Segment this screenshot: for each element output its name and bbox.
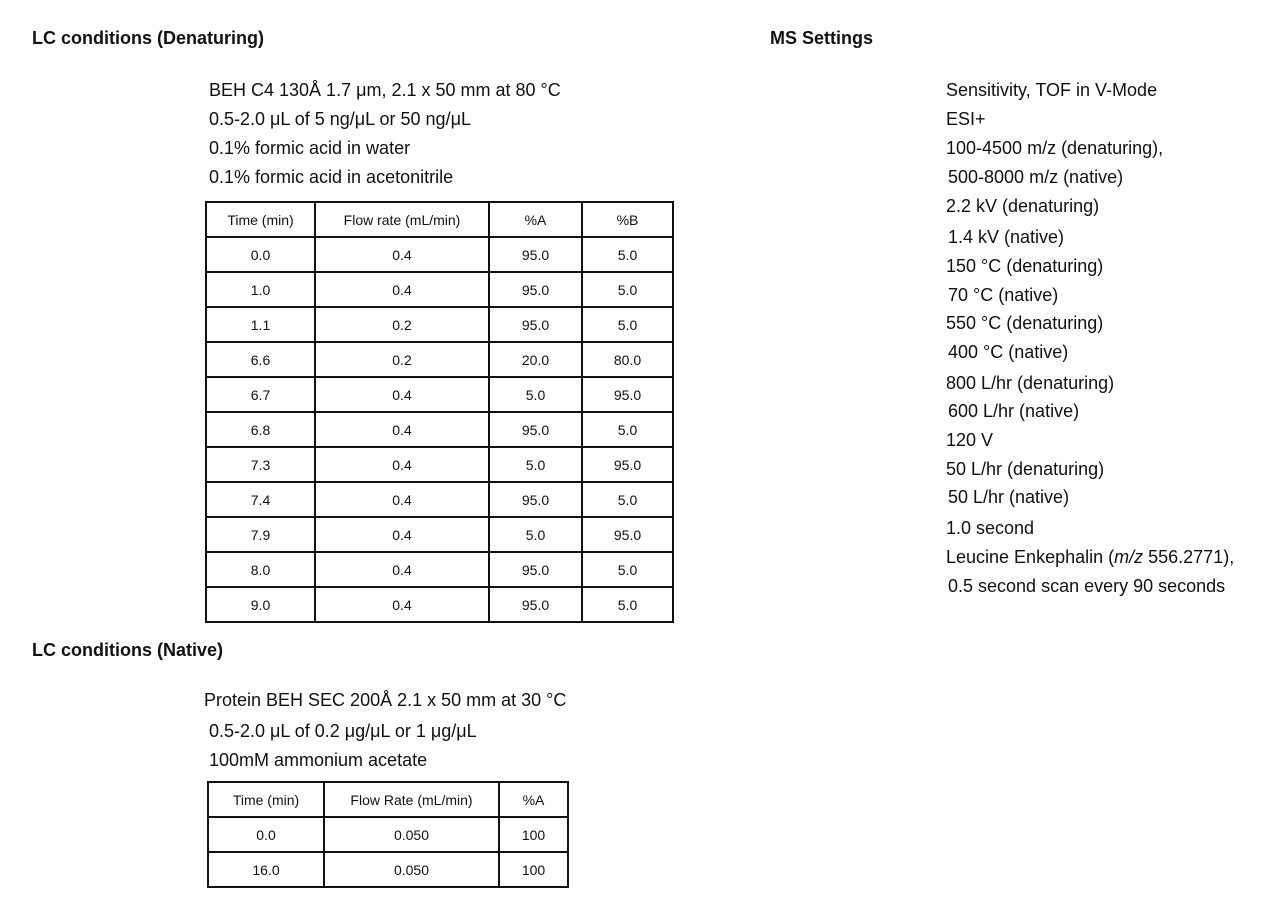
- param-value: Leucine Enkephalin (m/z 556.2771),: [946, 547, 1235, 567]
- table-cell: 16.0: [208, 852, 324, 887]
- table-cell: 5.0: [582, 412, 673, 447]
- table-row: [206, 272, 673, 307]
- param-value: 50 L/hr (native): [948, 487, 1070, 507]
- table-cell: 0.050: [324, 852, 499, 887]
- table-cell: 1.1: [206, 307, 315, 342]
- table-cell: 95.0: [489, 307, 582, 342]
- lc-denaturing-heading: LC conditions (Denaturing): [32, 28, 264, 48]
- param-value: 1.4 kV (native): [948, 227, 1065, 247]
- column-header: Flow Rate (mL/min): [324, 782, 499, 817]
- table-cell: 5.0: [582, 237, 673, 272]
- param-value: Protein BEH SEC 200Å 2.1 x 50 mm at 30 °C: [204, 690, 567, 710]
- column-header: Time (min): [206, 202, 315, 237]
- param-value: 100mM ammonium acetate: [209, 750, 428, 770]
- param-value: 0.1% formic acid in water: [209, 138, 411, 158]
- param-value: 0.1% formic acid in acetonitrile: [209, 167, 454, 187]
- param-value: ESI+: [946, 109, 986, 129]
- table-cell: 6.7: [206, 377, 315, 412]
- param-value: 50 L/hr (denaturing): [946, 459, 1105, 479]
- table-row: [206, 517, 673, 552]
- param-value: 2.2 kV (denaturing): [946, 196, 1100, 216]
- column-header: %A: [489, 202, 582, 237]
- table-row: [206, 587, 673, 622]
- table-cell: 0.4: [315, 377, 489, 412]
- param-value: 120 V: [946, 430, 994, 450]
- param-value: 600 L/hr (native): [948, 401, 1080, 421]
- table-row: [206, 447, 673, 482]
- table-cell: 0.4: [315, 237, 489, 272]
- table-cell: 5.0: [582, 482, 673, 517]
- column-header: Time (min): [208, 782, 324, 817]
- table-cell: 0.4: [315, 552, 489, 587]
- table-cell: 0.050: [324, 817, 499, 852]
- table-cell: 0.4: [315, 272, 489, 307]
- table-cell: 0.0: [206, 237, 315, 272]
- param-value: 100-4500 m/z (denaturing),: [946, 138, 1164, 158]
- gradient-table: [205, 201, 674, 623]
- table-cell: 20.0: [489, 342, 582, 377]
- table-cell: 7.4: [206, 482, 315, 517]
- table-cell: 8.0: [206, 552, 315, 587]
- table-cell: 0.4: [315, 517, 489, 552]
- elution-table: [207, 781, 569, 888]
- table-cell: 6.8: [206, 412, 315, 447]
- table-cell: 95.0: [582, 447, 673, 482]
- param-value: 400 °C (native): [948, 342, 1069, 362]
- table-cell: 0.4: [315, 482, 489, 517]
- table-cell: 5.0: [489, 447, 582, 482]
- table-cell: 100: [499, 817, 568, 852]
- table-cell: 1.0: [206, 272, 315, 307]
- table-row: [206, 482, 673, 517]
- column-header: %A: [499, 782, 568, 817]
- table-cell: 95.0: [489, 272, 582, 307]
- table-cell: 95.0: [582, 377, 673, 412]
- param-value: 150 °C (denaturing): [946, 256, 1104, 276]
- table-cell: 0.4: [315, 587, 489, 622]
- table-row: [206, 237, 673, 272]
- table-cell: 5.0: [582, 272, 673, 307]
- table-header-row: [206, 202, 673, 237]
- table-cell: 0.4: [315, 447, 489, 482]
- table-row: [206, 377, 673, 412]
- table-cell: 95.0: [489, 237, 582, 272]
- param-value: BEH C4 130Å 1.7 μm, 2.1 x 50 mm at 80 °C: [209, 80, 561, 100]
- param-value: 800 L/hr (denaturing): [946, 373, 1115, 393]
- param-value: 70 °C (native): [948, 285, 1059, 305]
- table-cell: 95.0: [582, 517, 673, 552]
- param-value: 0.5-2.0 μL of 0.2 μg/μL or 1 μg/μL: [209, 721, 477, 741]
- table-cell: 0.2: [315, 307, 489, 342]
- param-value: Sensitivity, TOF in V-Mode: [946, 80, 1158, 100]
- table-cell: 5.0: [582, 307, 673, 342]
- table-row: [208, 852, 568, 887]
- table-cell: 95.0: [489, 552, 582, 587]
- table-cell: 6.6: [206, 342, 315, 377]
- table-cell: 0.4: [315, 412, 489, 447]
- table-cell: 95.0: [489, 482, 582, 517]
- table-cell: 5.0: [489, 517, 582, 552]
- column-header: %B: [582, 202, 673, 237]
- table-row: [206, 412, 673, 447]
- param-value: 0.5 second scan every 90 seconds: [948, 576, 1226, 596]
- table-cell: 9.0: [206, 587, 315, 622]
- table-row: [208, 817, 568, 852]
- table-cell: 100: [499, 852, 568, 887]
- table-cell: 7.9: [206, 517, 315, 552]
- param-value: 500-8000 m/z (native): [948, 167, 1124, 187]
- table-cell: 0.0: [208, 817, 324, 852]
- table-row: [206, 307, 673, 342]
- param-value: 0.5-2.0 μL of 5 ng/μL or 50 ng/μL: [209, 109, 471, 129]
- table-cell: 5.0: [582, 552, 673, 587]
- lc-native-heading: LC conditions (Native): [32, 640, 224, 660]
- table-cell: 95.0: [489, 412, 582, 447]
- param-value: 550 °C (denaturing): [946, 313, 1104, 333]
- param-value: 1.0 second: [946, 518, 1035, 538]
- table-cell: 7.3: [206, 447, 315, 482]
- table-cell: 5.0: [489, 377, 582, 412]
- column-header: Flow rate (mL/min): [315, 202, 489, 237]
- ms-settings-heading: MS Settings: [770, 28, 874, 48]
- table-cell: 95.0: [489, 587, 582, 622]
- table-cell: 0.2: [315, 342, 489, 377]
- table-cell: 80.0: [582, 342, 673, 377]
- table-header-row: [208, 782, 568, 817]
- table-row: [206, 342, 673, 377]
- table-cell: 5.0: [582, 587, 673, 622]
- table-row: [206, 552, 673, 587]
